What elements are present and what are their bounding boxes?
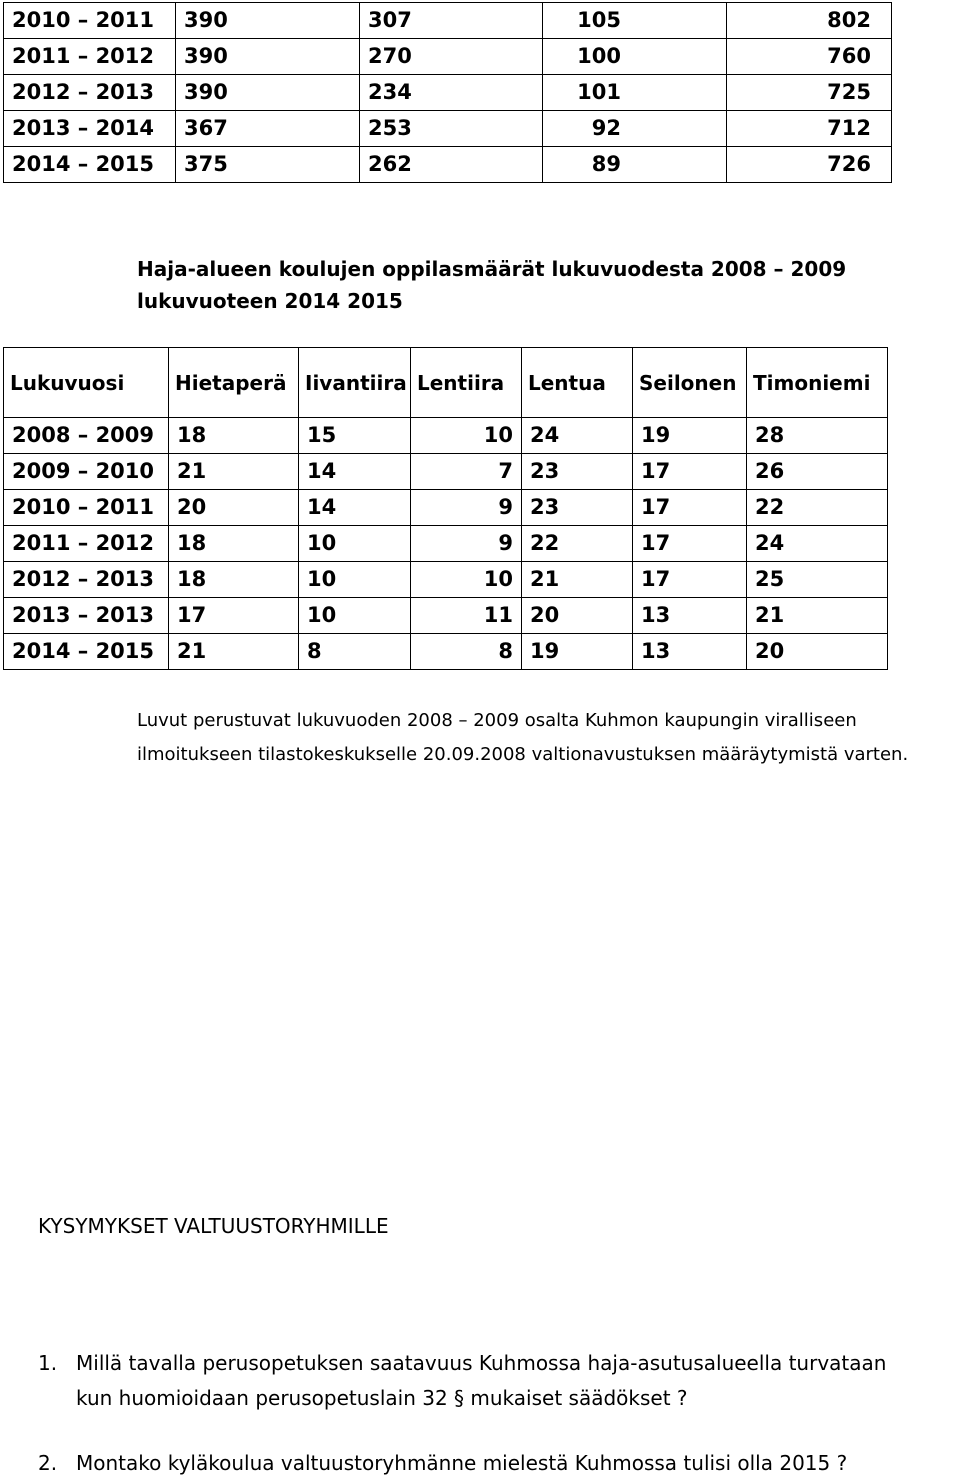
value-cell: 20 <box>522 598 633 634</box>
value-cell: 26 <box>747 454 888 490</box>
year-cell: 2009 – 2010 <box>4 454 169 490</box>
enrollment-table-top <box>3 2 892 183</box>
table-row <box>4 634 888 670</box>
question-text: Millä tavalla perusopetuksen saatavuus Kuhmossa haja-asutusalueella turvataan kun huomioidaan perusopetuslain 32 § mukaiset säädökset ? <box>76 1351 887 1410</box>
value-cell: 14 <box>299 454 411 490</box>
value-cell: 390 <box>176 75 360 111</box>
value-cell: 101 <box>543 75 727 111</box>
haja-table-title: Haja-alueen koulujen oppilasmäärät lukuvuodesta 2008 – 2009 lukuvuoteen 2014 2015 <box>137 257 847 313</box>
column-header: Iivantiira <box>299 348 411 418</box>
table-row <box>4 418 888 454</box>
value-cell: 9 <box>411 490 522 526</box>
value-cell: 22 <box>522 526 633 562</box>
value-cell: 13 <box>633 598 747 634</box>
value-cell: 7 <box>411 454 522 490</box>
value-cell: 253 <box>360 111 543 147</box>
column-header: Seilonen <box>633 348 747 418</box>
year-cell: 2012 – 2013 <box>4 75 176 111</box>
value-cell: 17 <box>633 490 747 526</box>
value-cell: 18 <box>169 526 299 562</box>
value-cell: 19 <box>633 418 747 454</box>
question-number: 1. <box>38 1351 58 1375</box>
value-cell: 10 <box>411 562 522 598</box>
column-header: Lentiira <box>411 348 522 418</box>
value-cell: 262 <box>360 147 543 183</box>
value-cell: 726 <box>727 147 892 183</box>
value-cell: 18 <box>169 418 299 454</box>
value-cell: 10 <box>299 598 411 634</box>
value-cell: 23 <box>522 490 633 526</box>
questions-heading: KYSYMYKSET VALTUUSTORYHMILLE <box>38 1214 389 1238</box>
year-cell: 2011 – 2012 <box>4 39 176 75</box>
table-row <box>4 490 888 526</box>
value-cell: 307 <box>360 3 543 39</box>
value-cell: 234 <box>360 75 543 111</box>
source-note: Luvut perustuvat lukuvuoden 2008 – 2009 osalta Kuhmon kaupungin viralliseen ilmoitukseen tilastokeskukselle 20.09.2008 valtionavustuksen määräytymistä varten. <box>137 710 909 765</box>
value-cell: 375 <box>176 147 360 183</box>
year-cell: 2014 – 2015 <box>4 634 169 670</box>
value-cell: 24 <box>522 418 633 454</box>
value-cell: 20 <box>747 634 888 670</box>
value-cell: 89 <box>543 147 727 183</box>
value-cell: 21 <box>169 634 299 670</box>
value-cell: 10 <box>299 562 411 598</box>
value-cell: 24 <box>747 526 888 562</box>
value-cell: 18 <box>169 562 299 598</box>
year-cell: 2013 – 2014 <box>4 111 176 147</box>
value-cell: 725 <box>727 75 892 111</box>
value-cell: 21 <box>522 562 633 598</box>
value-cell: 14 <box>299 490 411 526</box>
year-cell: 2010 – 2011 <box>4 490 169 526</box>
year-cell: 2011 – 2012 <box>4 526 169 562</box>
value-cell: 92 <box>543 111 727 147</box>
value-cell: 760 <box>727 39 892 75</box>
value-cell: 17 <box>169 598 299 634</box>
table-row <box>4 454 888 490</box>
table-row <box>4 39 892 75</box>
table-row <box>4 598 888 634</box>
value-cell: 8 <box>299 634 411 670</box>
value-cell: 15 <box>299 418 411 454</box>
value-cell: 10 <box>411 418 522 454</box>
year-cell: 2010 – 2011 <box>4 3 176 39</box>
value-cell: 13 <box>633 634 747 670</box>
value-cell: 23 <box>522 454 633 490</box>
value-cell: 19 <box>522 634 633 670</box>
value-cell: 28 <box>747 418 888 454</box>
table-row <box>4 111 892 147</box>
value-cell: 17 <box>633 454 747 490</box>
value-cell: 8 <box>411 634 522 670</box>
value-cell: 802 <box>727 3 892 39</box>
value-cell: 20 <box>169 490 299 526</box>
table-row <box>4 3 892 39</box>
haja-enrollment-table <box>3 347 888 670</box>
table-row <box>4 526 888 562</box>
question-number: 2. <box>38 1451 58 1475</box>
value-cell: 100 <box>543 39 727 75</box>
value-cell: 22 <box>747 490 888 526</box>
column-header: Lukuvuosi <box>4 348 169 418</box>
value-cell: 390 <box>176 3 360 39</box>
value-cell: 21 <box>169 454 299 490</box>
column-header: Lentua <box>522 348 633 418</box>
question-text: Montako kyläkoulua valtuustoryhmänne mielestä Kuhmossa tulisi olla 2015 ? <box>76 1451 848 1475</box>
column-header: Hietaperä <box>169 348 299 418</box>
value-cell: 712 <box>727 111 892 147</box>
value-cell: 105 <box>543 3 727 39</box>
table-header-row <box>4 348 888 418</box>
table-row <box>4 562 888 598</box>
value-cell: 270 <box>360 39 543 75</box>
value-cell: 390 <box>176 39 360 75</box>
year-cell: 2008 – 2009 <box>4 418 169 454</box>
value-cell: 11 <box>411 598 522 634</box>
value-cell: 17 <box>633 562 747 598</box>
value-cell: 10 <box>299 526 411 562</box>
table-row <box>4 75 892 111</box>
year-cell: 2012 – 2013 <box>4 562 169 598</box>
value-cell: 367 <box>176 111 360 147</box>
value-cell: 21 <box>747 598 888 634</box>
value-cell: 9 <box>411 526 522 562</box>
table-row <box>4 147 892 183</box>
year-cell: 2013 – 2013 <box>4 598 169 634</box>
value-cell: 25 <box>747 562 888 598</box>
year-cell: 2014 – 2015 <box>4 147 176 183</box>
column-header: Timoniemi <box>747 348 888 418</box>
value-cell: 17 <box>633 526 747 562</box>
